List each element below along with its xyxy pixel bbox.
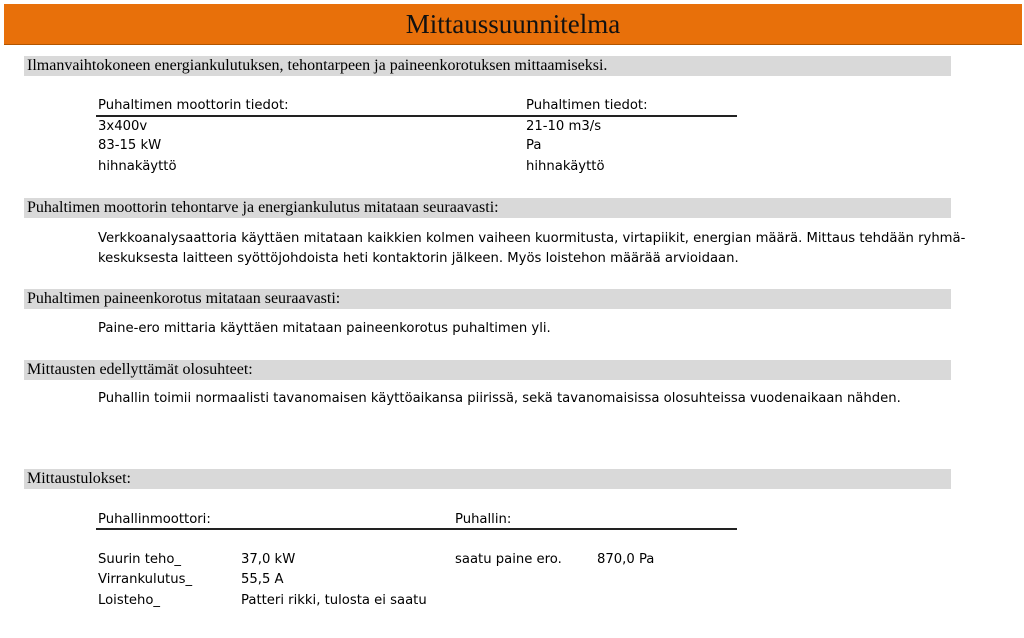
subtitle-band: Ilmanvaihtokoneen energiankulutuksen, tehontarpeen ja paineenkorotuksen mittaamiseksi. xyxy=(24,56,951,76)
page-title: Mittaussuunnitelma xyxy=(405,9,621,39)
section-heading-conditions: Mittausten edellyttämät olosuhteet: xyxy=(24,360,951,380)
section-heading-results: Mittaustulokset: xyxy=(24,469,951,489)
title-bar xyxy=(4,4,1022,45)
fan-info-drive: hihnakäyttö xyxy=(526,159,605,174)
result-label-reactive-power: Loisteho_ xyxy=(98,593,161,608)
result-value-reactive-power: Patteri rikki, tulosta ei saatu xyxy=(241,593,427,608)
result-label-max-power: Suurin teho_ xyxy=(98,552,182,567)
motor-info-voltage: 3x400v xyxy=(98,119,148,134)
result-value-pressure-diff: 870,0 Pa xyxy=(597,552,655,567)
section-text-line: keskuksesta laitteen syöttöjohdoista heti kontaktorin jälkeen. Myös loistehon määrää arvioidaan. xyxy=(98,251,739,266)
info-divider xyxy=(96,115,737,117)
section-heading-power: Puhaltimen moottorin tehontarve ja energiankulutus mitataan seuraavasti: xyxy=(24,198,951,218)
result-value-current: 55,5 A xyxy=(241,572,284,587)
motor-info-power: 83-15 kW xyxy=(98,138,162,153)
results-fan-heading: Puhallin: xyxy=(455,512,512,527)
result-label-current: Virrankulutus_ xyxy=(98,572,193,587)
section-text-conditions xyxy=(98,389,928,409)
results-divider xyxy=(96,528,737,530)
section-text-line: Verkkoanalysaattoria käyttäen mitataan kaikkien kolmen vaiheen kuormitusta, virtapiikit, energian määrä. Mittaus tehdään ryhmä- xyxy=(98,231,966,246)
motor-info-drive: hihnakäyttö xyxy=(98,159,177,174)
section-heading-pressure: Puhaltimen paineenkorotus mitataan seuraavasti: xyxy=(24,289,951,309)
section-text-power xyxy=(98,229,966,269)
section-text-pressure xyxy=(98,319,928,339)
results-motor-heading: Puhallinmoottori: xyxy=(98,512,211,527)
fan-info-heading: Puhaltimen tiedot: xyxy=(526,98,648,113)
result-value-max-power: 37,0 kW xyxy=(241,552,296,567)
section-text-line: Paine-ero mittaria käyttäen mitataan paineenkorotus puhaltimen yli. xyxy=(98,321,551,336)
section-text-line: Puhallin toimii normaalisti tavanomaisen käyttöaikansa piirissä, sekä tavanomaisissa olosuhteissa vuodenaikaan nähden. xyxy=(98,391,901,406)
motor-info-heading: Puhaltimen moottorin tiedot: xyxy=(98,98,289,113)
fan-info-pressure: Pa xyxy=(526,138,542,153)
result-label-pressure-diff: saatu paine ero. xyxy=(455,552,562,567)
fan-info-flow: 21-10 m3/s xyxy=(526,119,602,134)
